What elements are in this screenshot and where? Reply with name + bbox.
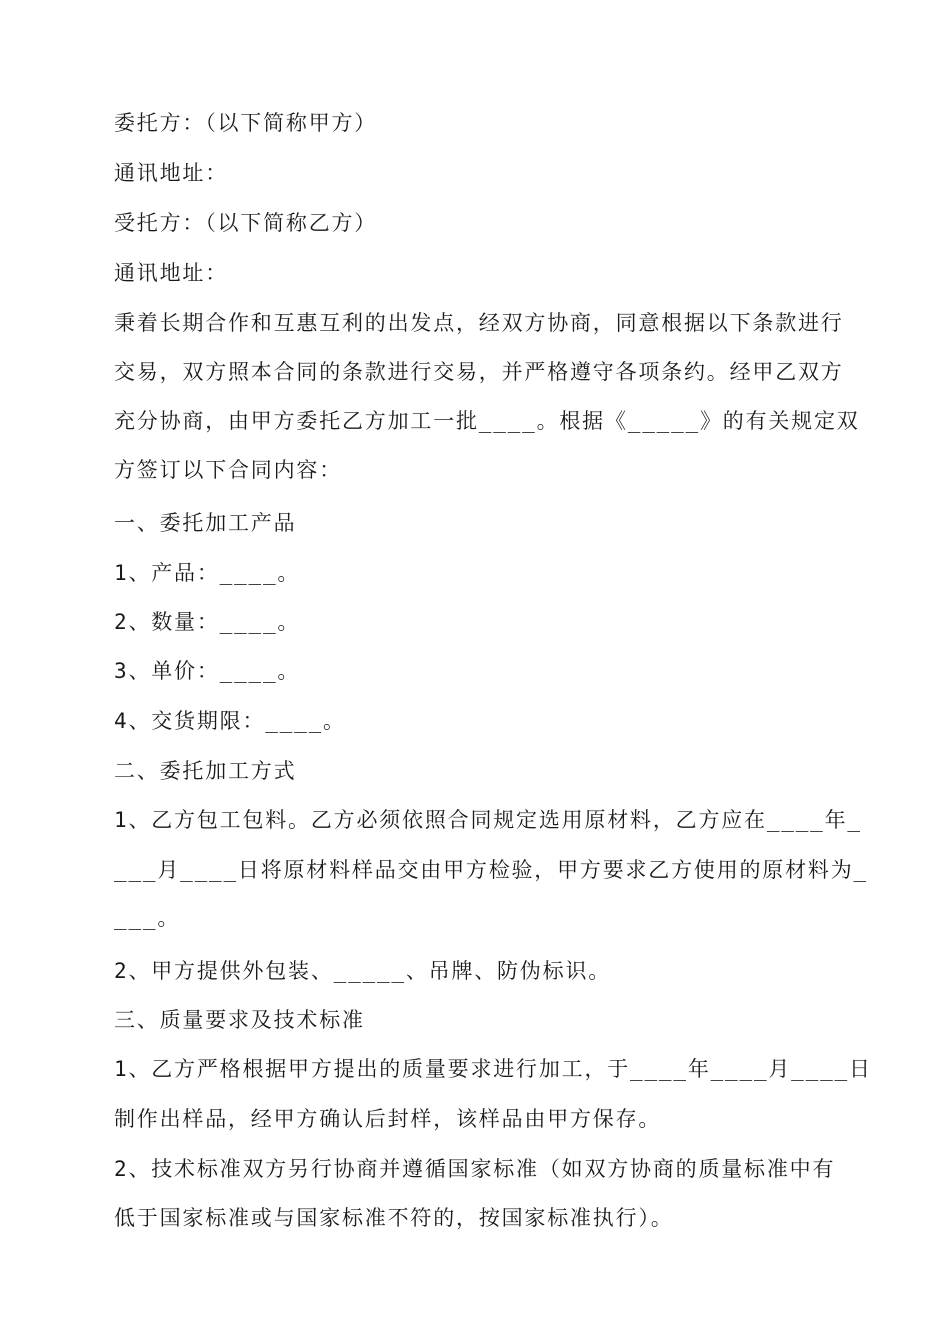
preamble-line-1: 秉着长期合作和互惠互利的出发点，经双方协商，同意根据以下条款进行 — [114, 311, 844, 335]
section-heading-2: 二、委托加工方式 — [114, 759, 297, 783]
item-delivery-deadline: 4、交货期限：____。 — [114, 709, 346, 733]
clause-2-1-line-3: ___。 — [114, 906, 181, 930]
item-unit-price: 3、单价：____。 — [114, 659, 301, 683]
preamble-line-4: 方签订以下合同内容： — [114, 458, 342, 482]
clause-2-2: 2、甲方提供外包装、_____、吊牌、防伪标识。 — [114, 959, 612, 983]
party-a-address: 通讯地址： — [114, 161, 228, 185]
clause-2-1-line-2: ___月____日将原材料样品交由甲方检验，甲方要求乙方使用的原材料为_ — [114, 858, 868, 882]
preamble-line-2: 交易，双方照本合同的条款进行交易，并严格遵守各项条约。经甲乙双方 — [114, 360, 844, 384]
party-b-address: 通讯地址： — [114, 261, 228, 285]
clause-3-1-line-2: 制作出样品，经甲方确认后封样，该样品由甲方保存。 — [114, 1107, 662, 1131]
preamble-line-3: 充分协商，由甲方委托乙方加工一批____。根据《_____》的有关规定双 — [114, 409, 860, 433]
item-quantity: 2、数量：____。 — [114, 610, 301, 634]
clause-3-1-line-1: 1、乙方严格根据甲方提出的质量要求进行加工，于____年____月____日 — [114, 1057, 872, 1081]
section-heading-1: 一、委托加工产品 — [114, 511, 297, 535]
party-b-label: 受托方：（以下简称乙方） — [114, 211, 378, 235]
party-a-label: 委托方：（以下简称甲方） — [114, 111, 378, 135]
section-heading-3: 三、质量要求及技术标准 — [114, 1008, 365, 1032]
clause-3-2-line-2: 低于国家标准或与国家标准不符的，按国家标准执行）。 — [114, 1206, 674, 1230]
item-product: 1、产品：____。 — [114, 561, 301, 585]
clause-3-2-line-1: 2、技术标准双方另行协商并遵循国家标准（如双方协商的质量标准中有 — [114, 1157, 836, 1181]
clause-2-1-line-1: 1、乙方包工包料。乙方必须依照合同规定选用原材料，乙方应在____年_ — [114, 808, 862, 832]
